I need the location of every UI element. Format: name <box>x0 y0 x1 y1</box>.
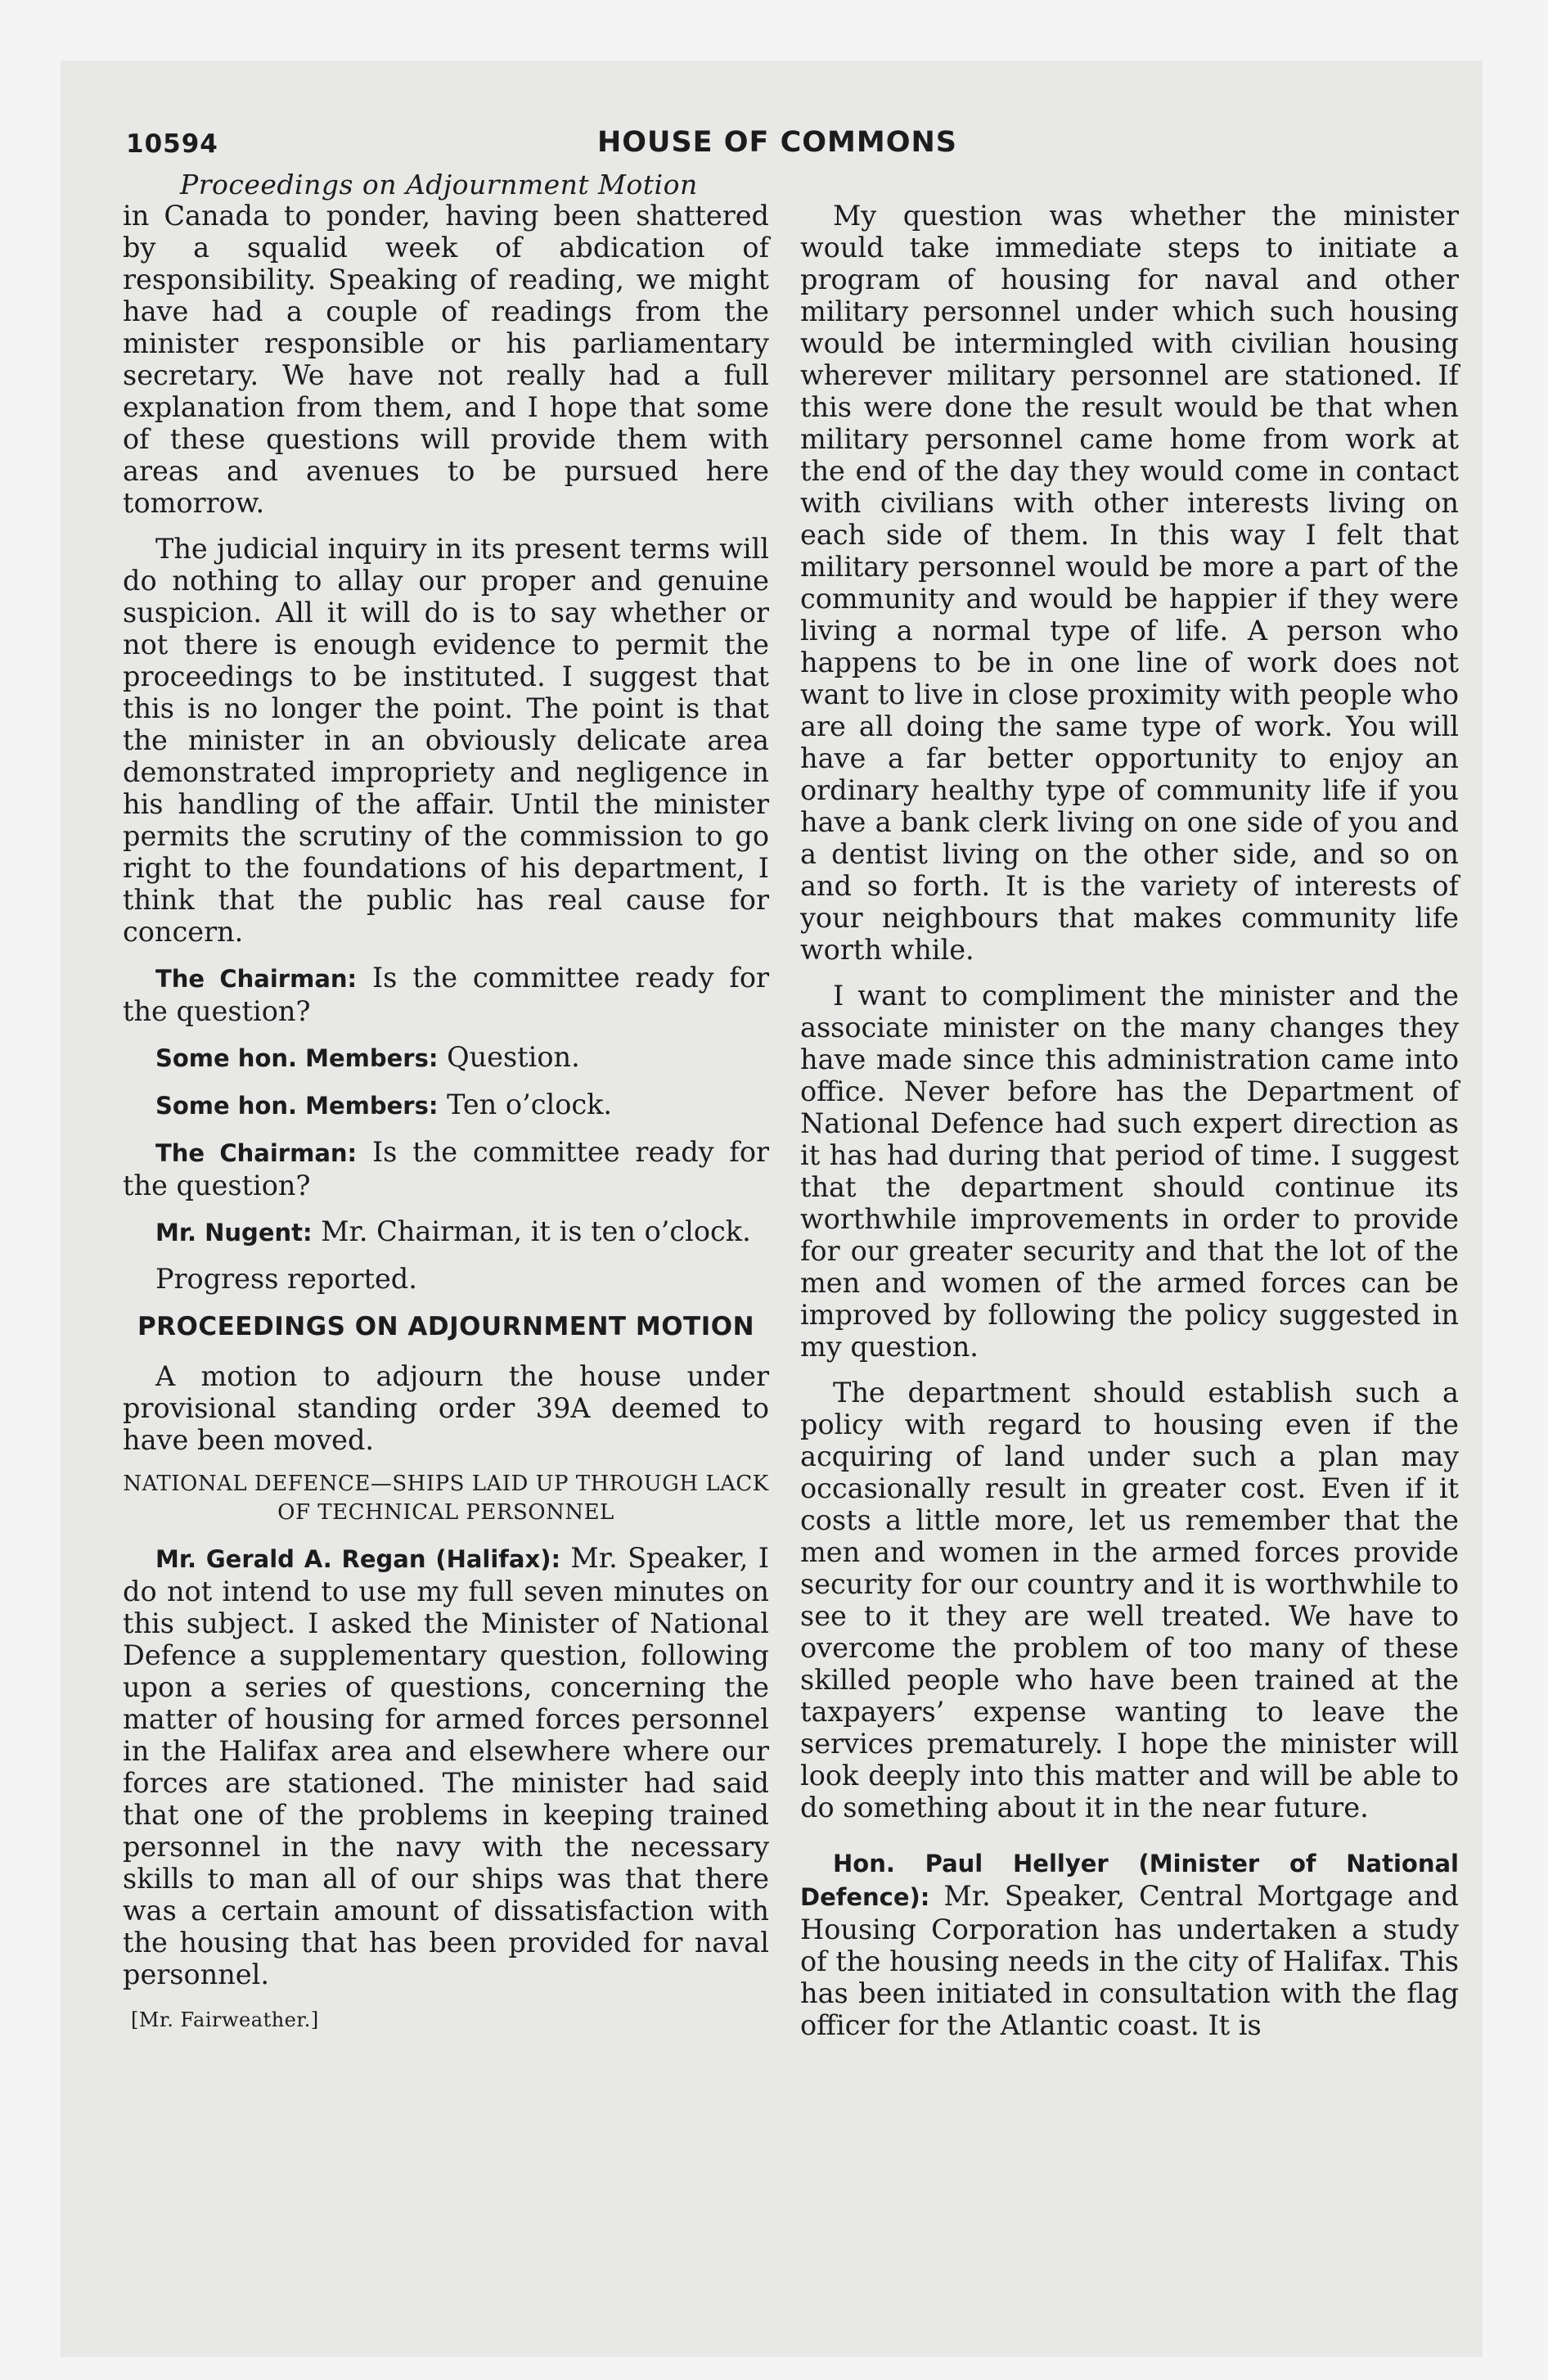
statement-regan <box>123 1542 769 1990</box>
paragraph-question: My question was whether the minister would take immediate steps to initiate a program of housing for naval and other military personnel under which such housing would be intermingled with civilian housing wherever military personnel are stationed. If this were done the result would be that when military personnel came home from work at the end of the day they would come in contact with civilians with other interests living on each side of them. In this way I felt that military personnel would be more a part of the community and would be happier if they were living a normal type of life. A person who happens to be in one line of work does not want to live in close proximity with people who are all doing the same type of work. You will have a far better opportunity to enjoy an ordinary healthy type of community life if you have a bank clerk living on one side of you and a dentist living on the other side, and so on and so forth. It is the variety of interests of your neighbours that makes community life worth while. <box>800 200 1459 966</box>
statement-nugent <box>123 1215 769 1249</box>
statement-chairman-1 <box>123 962 769 1027</box>
speaker-name: Mr. Nugent: <box>155 1219 313 1246</box>
statement-text: Question. <box>438 1041 580 1073</box>
paragraph-judicial-inquiry: The judicial inquiry in its present terms will do nothing to allay our proper and genuine suspicion. All it will do is to say whether or not there is enough evidence to permit the proceedings to be instituted. I suggest that this is no longer the point. The point is that the minister in an obviously delicate area demonstrated impropriety and negligence in his handling of the affair. Until the minister permits the scrutiny of the commission to go right to the foundations of his department, I think that the public has real cause for concern. <box>123 533 769 948</box>
footnote: [Mr. Fairweather.] <box>131 2008 319 2031</box>
speaker-name: Hon. Paul Hellyer (Minister of National Defence): <box>800 1850 1459 1911</box>
statement-members-2 <box>123 1089 769 1122</box>
statement-text: Is the committee ready for the question? <box>123 962 770 1027</box>
paragraph-compliment: I want to compliment the minister and the associate minister on the many changes they have made since this administration came into office. Never before has the Department of National Defence had such expert direction as it has had during that period of time. I suggest that the department should continue its worthwhile improvements in order to provide for our greater security and that the lot of the men and women of the armed forces can be improved by following the policy suggested in my question. <box>800 980 1459 1363</box>
statement-text: Mr. Chairman, it is ten o’clock. <box>312 1215 751 1247</box>
section-heading: PROCEEDINGS ON ADJOURNMENT MOTION <box>137 1312 755 1341</box>
statement-text: Mr. Speaker, Central Mortgage and Housing Corporation has undertaken a study of the housing needs in the city of Halifax. This has been initiated in consultation with the flag officer for the Atlantic coast. It is <box>800 1880 1459 2041</box>
statement-text: Mr. Speaker, I do not intend to use my full seven minutes on this subject. I asked the Minister of National Defence a supplementary question, following upon a series of questions, concerning the matter of housing for armed forces personnel in the Halifax area and elsewhere where our forces are stationed. The minister had said that one of the problems in keeping trained personnel in the navy with the necessary skills to man all of our ships was that there was a certain amount of dissatisfaction with the housing that has been provided for naval personnel. <box>123 1542 769 1990</box>
speaker-name: Some hon. Members: <box>155 1092 439 1120</box>
page-number: 10594 <box>126 129 218 159</box>
speaker-name: The Chairman: <box>155 1139 358 1167</box>
paragraph-policy: The department should establish such a policy with regard to housing even if the acquiring of land under such a plan may occasionally result in greater cost. Even if it costs a little more, let us remember that the men and women in the armed forces provide security for our country and it is worthwhile to see to it they are well treated. We have to overcome the problem of too many of these skilled people who have been trained at the taxpayers’ expense wanting to leave the services prematurely. I hope the minister will look deeply into this matter and will be able to do something about it in the near future. <box>800 1377 1459 1823</box>
topic-heading: NATIONAL DEFENCE—SHIPS LAID UP THROUGH LACK OF TECHNICAL PERSONNEL <box>123 1472 769 1525</box>
speaker-name: The Chairman: <box>155 965 358 993</box>
statement-chairman-2 <box>123 1136 769 1201</box>
paragraph-continued: in Canada to ponder, having been shattered by a squalid week of abdication of responsibility. Speaking of reading, we might have had a couple of readings from the minister responsible or his parliamentary secretary. We have not really had a full explanation from them, and I hope that some of these questions will provide them with areas and avenues to be pursued here tomorrow. <box>123 200 769 519</box>
left-column <box>123 200 769 2036</box>
statement-text: Ten o’clock. <box>438 1089 613 1120</box>
right-column <box>800 200 1459 2055</box>
running-subheader: Proceedings on Adjournment Motion <box>180 169 698 201</box>
page-title: HOUSE OF COMMONS <box>597 126 957 159</box>
progress-reported: Progress reported. <box>155 1263 417 1295</box>
statement-hellyer <box>800 1846 1459 2041</box>
motion-paragraph: A motion to adjourn the house under provisional standing order 39A deemed to have been moved. <box>123 1360 769 1456</box>
statement-members-1 <box>123 1041 769 1075</box>
speaker-name: Some hon. Members: <box>155 1044 439 1072</box>
statement-text: Is the committee ready for the question? <box>123 1136 770 1201</box>
speaker-name: Mr. Gerald A. Regan (Halifax): <box>155 1545 561 1573</box>
